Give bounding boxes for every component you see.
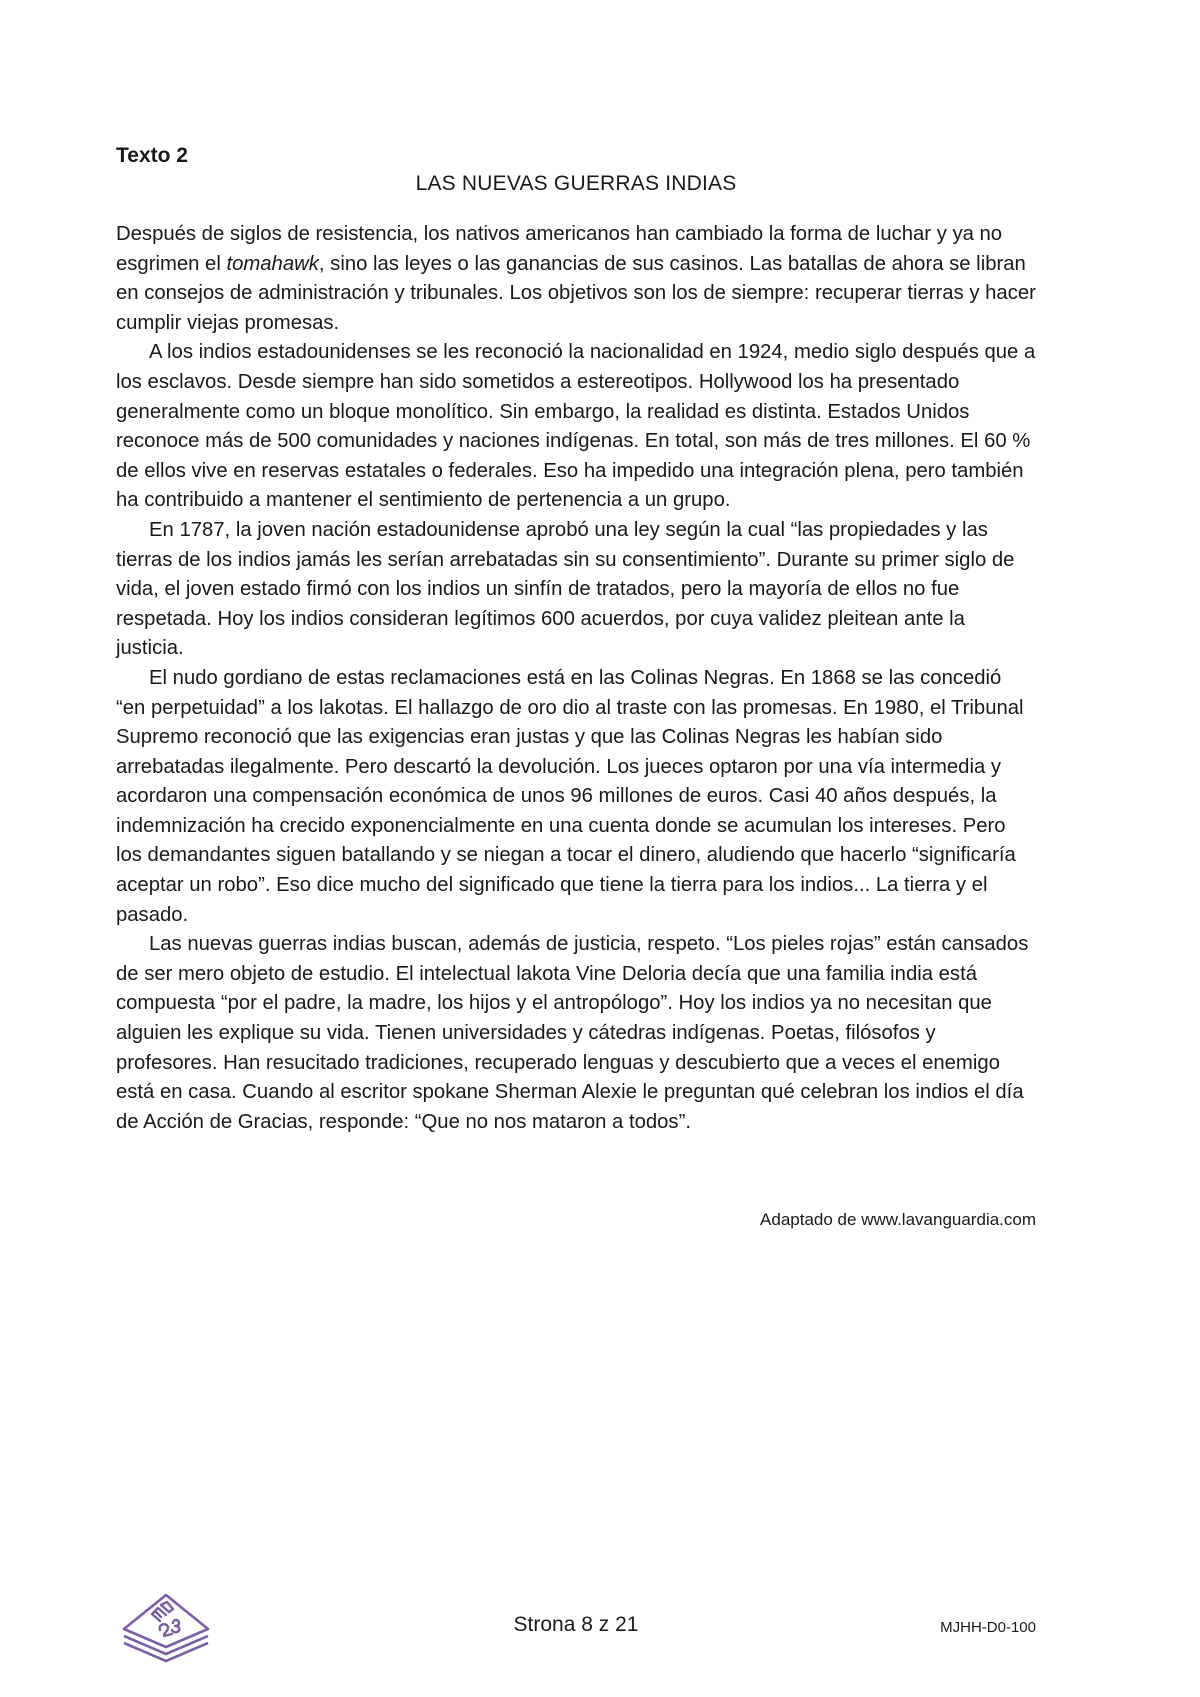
paragraph-1-start: Después de siglos de resistencia, los nativos americanos han cambiado la forma de luchar y ya no esgrimen el: [116, 223, 1003, 275]
article-paragraph-2: A los indios estadounidenses se les reconoció la nacionalidad en 1924, medio siglo después que a los esclavos. Desde siempre han sido sometidos a estereotipos. Hollywood los ha presentado generalmente como un bloque monolítico. Sin embargo, la realidad es distinta. Estados Unidos reconoce más de 500 comunidades y naciones indígenas. En total, son más de tres millones. El 60 % de ellos vive en reservas estatales o federales. Eso ha impedido una integración plena, pero también ha contribuido a mantener el sentimiento de pertenencia a un grupo.: [116, 341, 1036, 512]
article-paragraph-4: El nudo gordiano de estas reclamaciones está en las Colinas Negras. En 1868 se las concedió “en perpetuidad” a los lakotas. El hallazgo de oro dio al traste con las promesas. En 1980, el Tribunal Supremo reconoció que las exigencias eran justas y que las Colinas Negras les habían sido arrebatadas ilegalmente. Pero descartó la devolución. Los jueces optaron por una vía intermedia y acordaron una compensación económica de unos 96 millones de euros. Casi 40 años después, la indemnización ha crecido exponencialmente en una cuenta donde se acumulan los intereses. Pero los demandantes siguen batallando y se niegan a tocar el dinero, aludiendo que hacerlo “significaría aceptar un robo”. Eso dice mucho del significado que tiene la tierra para los indios... La tierra y el pasado.: [116, 666, 1024, 926]
exam-code: MJHH-D0-100: [940, 1619, 1036, 1636]
exam-page: [116, 0, 1036, 1697]
article-paragraph-5: Las nuevas guerras indias buscan, además de justicia, respeto. “Los pieles rojas” están cansados de ser mero objeto de estudio. El intelectual lakota Vine Deloria decía que una familia india está compuesta “por el padre, la madre, los hijos y el antropólogo”. Hoy los indios ya no necesitan que alguien les explique su vida. Tienen universidades y cátedras indígenas. Poetas, filósofos y profesores. Han resucitado tradiciones, recuperado lenguas y descubierto que a veces el enemigo está en casa. Cuando al escritor spokane Sherman Alexie le preguntan qué celebran los indios el día de Acción de Gracias, responde: “Que no nos mataron a todos”.: [116, 933, 1029, 1133]
article-title: LAS NUEVAS GUERRAS INDIAS: [415, 172, 737, 195]
article-paragraph-3: En 1787, la joven nación estadounidense aprobó una ley según la cual “las propiedades y las tierras de los indios jamás les serían arrebatadas sin su consentimiento”. Durante su primer siglo de vida, el joven estado firmó con los indios un sinfín de tratados, pero la mayoría de ellos no fue respetada. Hoy los indios consideran legítimos 600 acuerdos, por cuya validez pleitean ante la justicia.: [116, 518, 1015, 660]
section-label: Texto 2: [116, 144, 188, 167]
paragraph-1-end: , sino las leyes o las ganancias de sus casinos. Las batallas de ahora se libran en consejos de administración y tribunales. Los objetivos son los de siempre: recuperar tierras y hacer cumplir viejas promesas.: [116, 252, 1036, 334]
source-attribution: Adaptado de www.lavanguardia.com: [760, 1210, 1036, 1229]
article-body: [116, 220, 1036, 1137]
article-paragraph-1: [116, 220, 1036, 338]
page-number: Strona 8 z 21: [513, 1613, 639, 1636]
italic-term: tomahawk: [226, 252, 319, 275]
